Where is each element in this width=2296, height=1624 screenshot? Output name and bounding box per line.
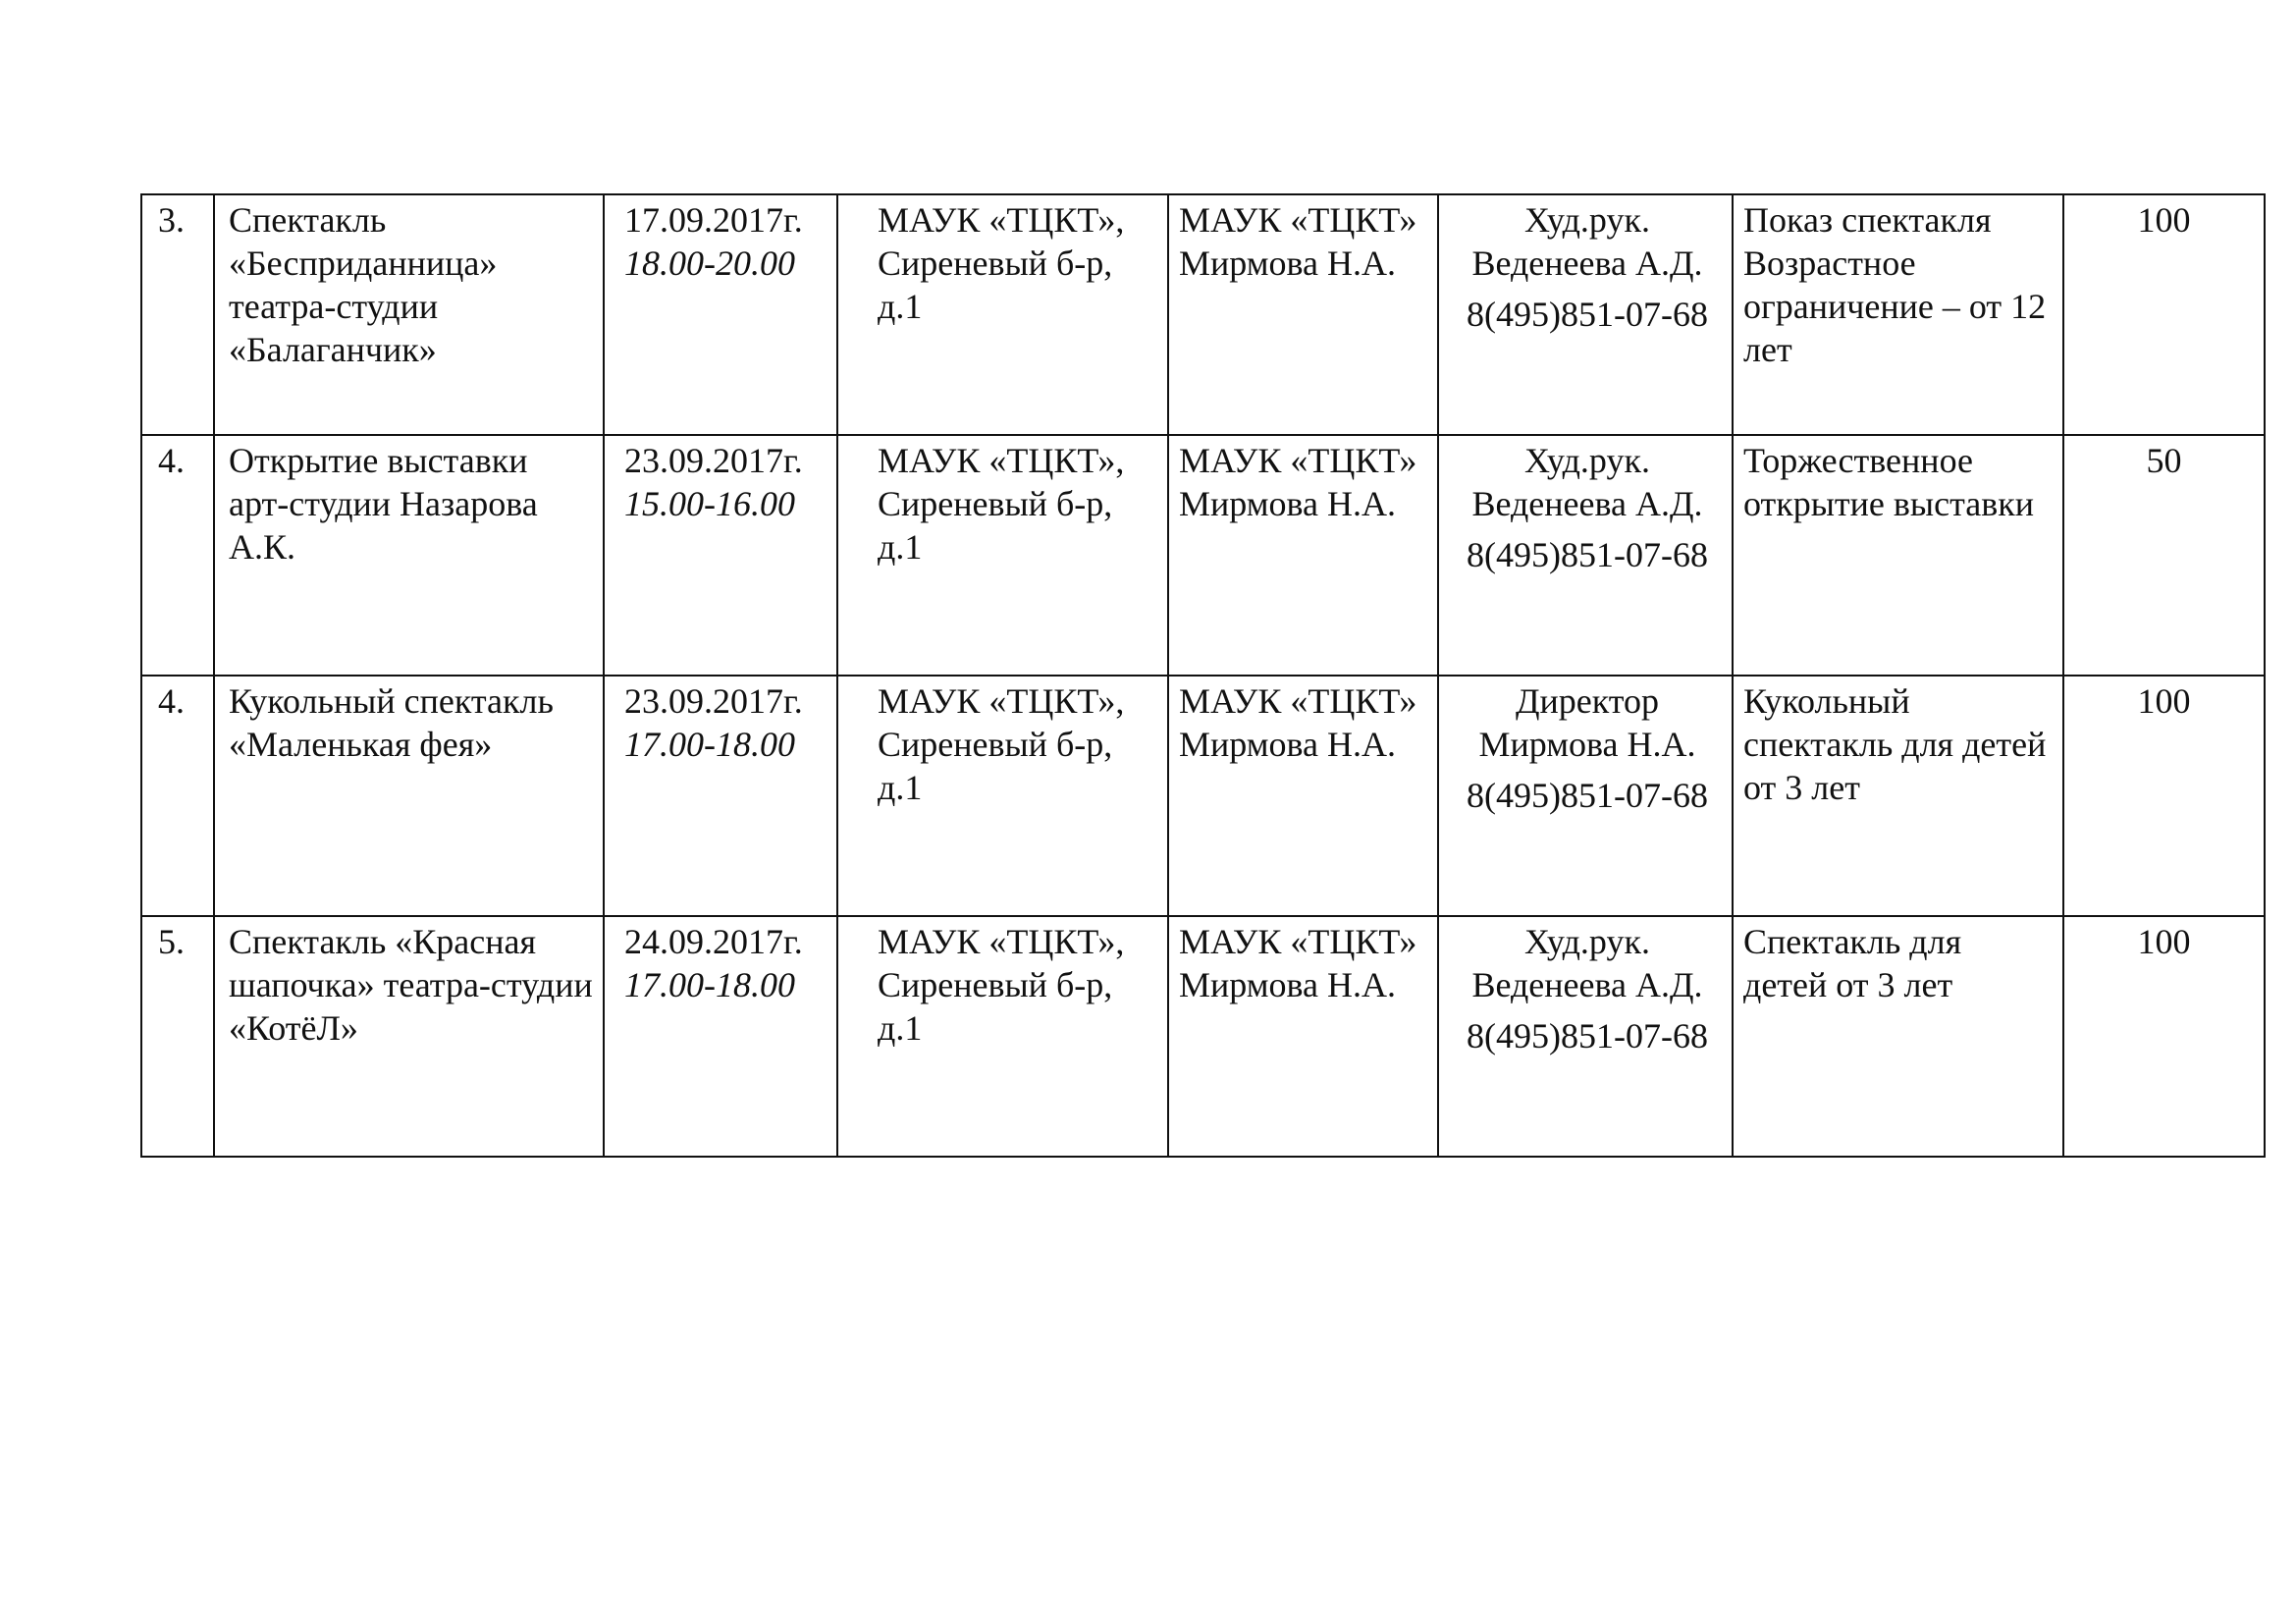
events-table (140, 193, 2266, 1158)
event-description: Показ спектакля Возрастное ограничение – от 12 лет (1733, 194, 2063, 435)
row-number: 4. (141, 676, 214, 916)
row-number: 3. (141, 194, 214, 435)
table-row (141, 435, 2265, 676)
event-attendance: 50 (2063, 435, 2265, 676)
table-row (141, 194, 2265, 435)
contact-name: Веденеева А.Д. (1471, 483, 1703, 523)
contact-name: Веденеева А.Д. (1471, 964, 1703, 1004)
event-organizer: МАУК «ТЦКТ» Мирмова Н.А. (1168, 676, 1438, 916)
event-contact (1438, 194, 1733, 435)
event-venue: МАУК «ТЦКТ», Сиреневый б-р, д.1 (837, 676, 1168, 916)
event-organizer: МАУК «ТЦКТ» Мирмова Н.А. (1168, 435, 1438, 676)
event-name: Спектакль «Красная шапочка» театра-студии «КотёЛ» (214, 916, 604, 1157)
event-attendance: 100 (2063, 194, 2265, 435)
event-contact (1438, 435, 1733, 676)
event-datetime (604, 676, 837, 916)
event-venue: МАУК «ТЦКТ», Сиреневый б-р, д.1 (837, 435, 1168, 676)
event-organizer: МАУК «ТЦКТ» Мирмова Н.А. (1168, 194, 1438, 435)
event-description: Торжественное открытие выставки (1733, 435, 2063, 676)
event-time: 15.00-16.00 (624, 483, 795, 523)
event-name: Кукольный спектакль «Маленькая фея» (214, 676, 604, 916)
contact-role: Худ.рук. (1524, 922, 1650, 961)
table-row (141, 676, 2265, 916)
event-date: 23.09.2017г. (624, 441, 803, 480)
contact-role: Худ.рук. (1524, 441, 1650, 480)
event-attendance: 100 (2063, 676, 2265, 916)
contact-phone: 8(495)851-07-68 (1467, 534, 1708, 574)
event-date: 17.09.2017г. (624, 200, 803, 240)
row-number: 5. (141, 916, 214, 1157)
contact-phone: 8(495)851-07-68 (1467, 294, 1708, 334)
event-datetime (604, 916, 837, 1157)
contact-name: Мирмова Н.А. (1478, 724, 1696, 764)
event-attendance: 100 (2063, 916, 2265, 1157)
event-time: 17.00-18.00 (624, 964, 795, 1004)
table-row (141, 916, 2265, 1157)
event-name: Открытие выставки арт-студии Назарова А.К. (214, 435, 604, 676)
event-time: 18.00-20.00 (624, 243, 795, 283)
contact-phone: 8(495)851-07-68 (1467, 1015, 1708, 1056)
event-datetime (604, 435, 837, 676)
event-contact (1438, 676, 1733, 916)
event-description: Спектакль для детей от 3 лет (1733, 916, 2063, 1157)
event-description: Кукольный спектакль для детей от 3 лет (1733, 676, 2063, 916)
contact-phone: 8(495)851-07-68 (1467, 775, 1708, 815)
contact-name: Веденеева А.Д. (1471, 243, 1703, 283)
event-contact (1438, 916, 1733, 1157)
event-organizer: МАУК «ТЦКТ» Мирмова Н.А. (1168, 916, 1438, 1157)
event-time: 17.00-18.00 (624, 724, 795, 764)
event-name: Спектакль «Бесприданница» театра-студии «Балаганчик» (214, 194, 604, 435)
row-number: 4. (141, 435, 214, 676)
event-venue: МАУК «ТЦКТ», Сиреневый б-р, д.1 (837, 916, 1168, 1157)
contact-role: Директор (1515, 681, 1660, 721)
event-venue: МАУК «ТЦКТ», Сиреневый б-р, д.1 (837, 194, 1168, 435)
contact-role: Худ.рук. (1524, 200, 1650, 240)
event-datetime (604, 194, 837, 435)
event-date: 24.09.2017г. (624, 922, 803, 961)
event-date: 23.09.2017г. (624, 681, 803, 721)
